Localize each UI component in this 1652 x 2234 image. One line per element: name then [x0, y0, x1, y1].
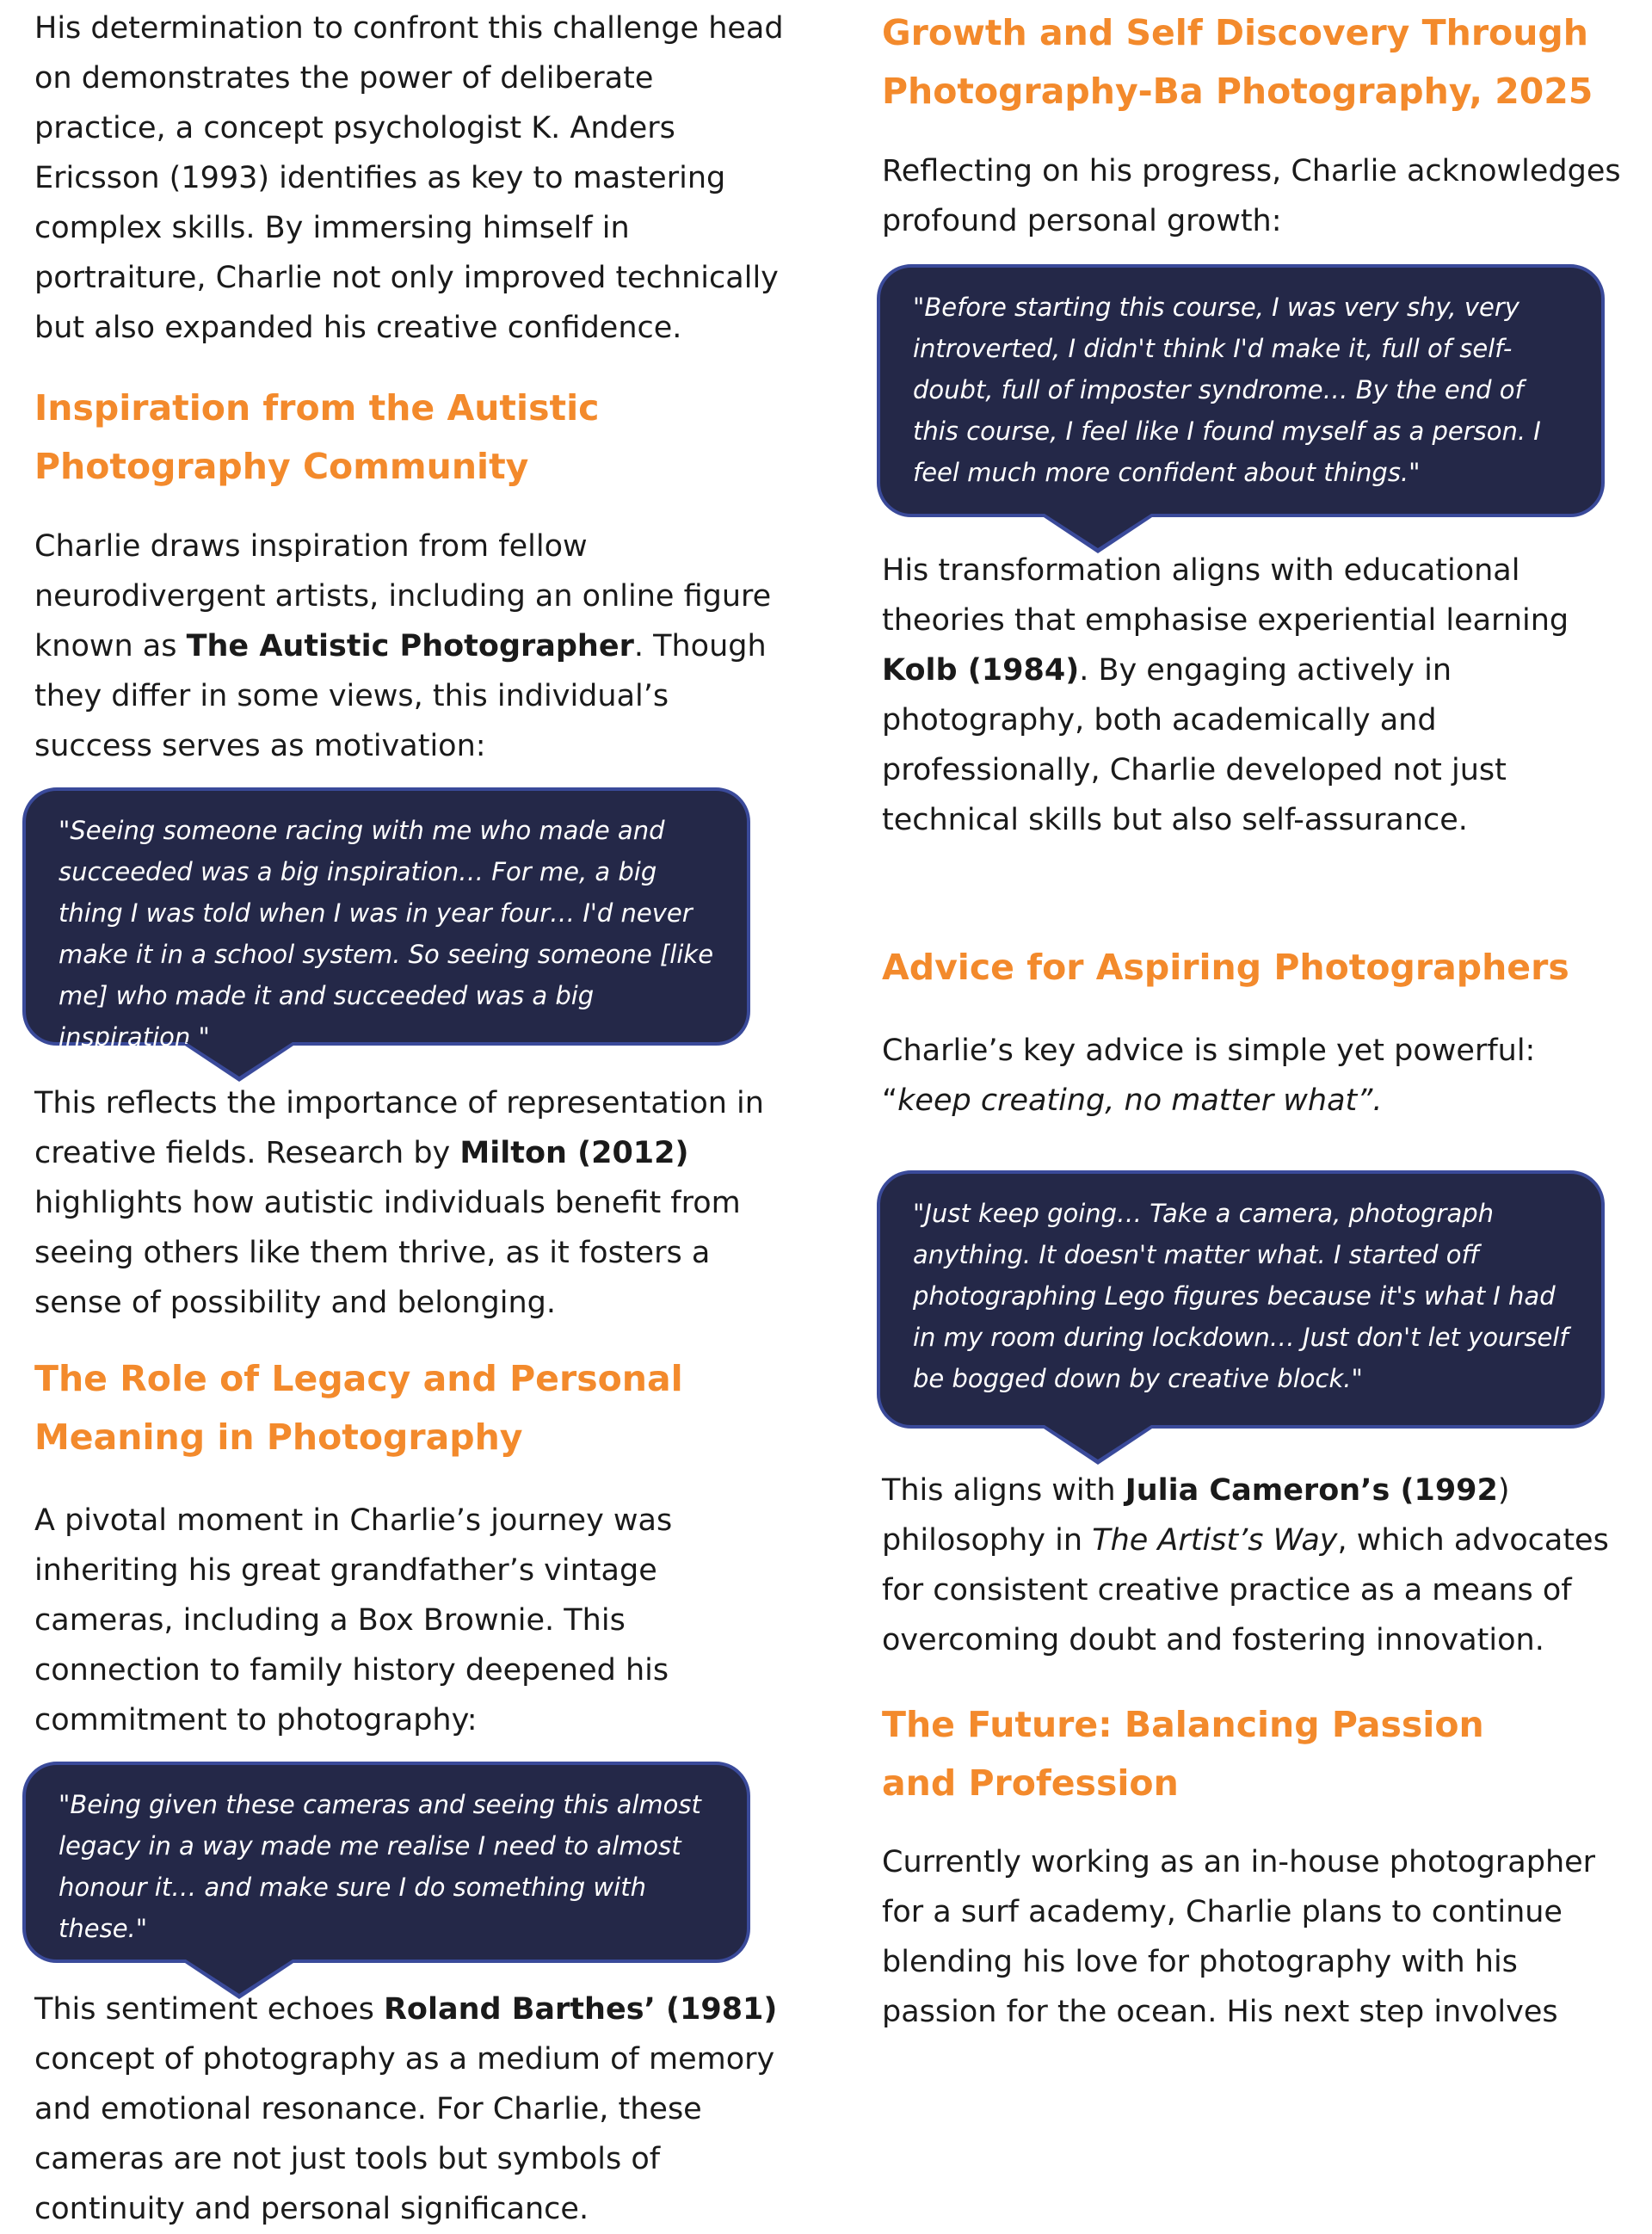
future-paragraph: Currently working as an in-house photographer for a surf academy, Charlie plans to continue blending his love for photography with his passion for the ocean. His next step involves — [882, 1845, 1596, 2029]
quote-tail-fill — [186, 1042, 293, 1077]
milton-citation: Milton (2012) — [459, 1136, 689, 1170]
section-heading-inspiration: Inspiration from the Autistic Photography Community — [34, 387, 600, 487]
growth-paragraph: Reflecting on his progress, Charlie acknowledges profound personal growth: — [882, 154, 1621, 238]
intro-paragraph: His determination to confront this challenge head on demonstrates the power of deliberate practice, a concept psychologist K. Anders Ericsson (1993) identifies as key to mastering complex skills. By immersing himself in portraiture, Charlie not only improved technically but also expanded his creative confidence. — [34, 11, 784, 345]
cameron-paragraph: This aligns with Julia Cameron’s (1992) philosophy in The Artist’s Way, which advocates for consistent creative practice as a means of overcoming doubt and fostering innovation. — [882, 1473, 1609, 1657]
barthes-citation: Roland Barthes’ (1981) — [383, 1992, 778, 2027]
legacy-paragraph: A pivotal moment in Charlie’s journey was inheriting his great grandfather’s vintage cameras, including a Box Brownie. This connection to family history deepened his commitment to photography: — [34, 1503, 673, 1737]
advice-paragraph: Charlie’s key advice is simple yet powerful: “keep creating, no matter what”. — [882, 1034, 1536, 1118]
representation-paragraph: This reflects the importance of representation in creative fields. Research by Milton (2012) highlights how autistic individuals benefit from seeing others like them thrive, as it fosters a sense of possibility and belonging. — [34, 1086, 764, 1320]
quote-tail-fill — [1045, 514, 1151, 548]
section-heading-legacy: The Role of Legacy and Personal Meaning in Photography — [34, 1358, 683, 1458]
section-heading-growth: Growth and Self Discovery Through Photography-Ba Photography, 2025 — [882, 12, 1593, 112]
quote-text: "Being given these cameras and seeing this almost legacy in a way made me realise I need to almost honour it… and make sure I do something with these." — [59, 1790, 701, 1943]
section-heading-advice: Advice for Aspiring Photographers — [882, 947, 1569, 988]
quote-bubble-legacy — [22, 1762, 750, 1963]
quote-tail-fill — [1045, 1425, 1151, 1460]
quote-bubble-growth — [877, 264, 1605, 517]
inspiration-paragraph: Charlie draws inspiration from fellow neurodivergent artists, including an online figure known as The Autistic Photographer. Though they differ in some views, this individual’s success serves as motivation: — [34, 529, 772, 763]
artists-way-title: The Artist’s Way — [1092, 1523, 1338, 1558]
quote-bubble-advice — [877, 1170, 1605, 1429]
kolb-paragraph: His transformation aligns with educational theories that emphasise experiential learning Kolb (1984). By engaging actively in photography, both academically and professionally, Charlie developed not just technical skills but also self-assurance. — [882, 553, 1569, 837]
quote-text: "Seeing someone racing with me who made and succeeded was a big inspiration… For me, a big thing I was told when I was in year four… I'd never make it in a school system. So seeing someone [like me] who made it and succeeded was a big inspiration." — [59, 816, 714, 1052]
quote-text: "Just keep going… Take a camera, photograph anything. It doesn't matter what. I started off photographing Lego figures because it's what I had in my room during lockdown… Just don't let yourself be bogged down by creative block." — [913, 1199, 1569, 1393]
advice-quote-inline: keep creating, no matter what”. — [897, 1083, 1383, 1118]
kolb-citation: Kolb (1984) — [882, 653, 1080, 688]
quote-bubble-inspiration — [22, 787, 750, 1052]
autistic-photographer-name: The Autistic Photographer — [186, 629, 634, 663]
barthes-paragraph: This sentiment echoes Roland Barthes’ (1981) concept of photography as a medium of memory and emotional resonance. For Charlie, these cameras are not just tools but symbols of continuity and personal significance. — [34, 1992, 778, 2226]
cameron-citation: Julia Cameron’s (1992 — [1125, 1473, 1498, 1508]
section-heading-future: The Future: Balancing Passion and Profession — [882, 1704, 1484, 1804]
quote-text: "Before starting this course, I was very shy, very introverted, I didn't think I'd make it, full of self-doubt, full of imposter syndrome… By the end of this course, I feel like I found myself as a person. I feel much more confident about things." — [913, 293, 1541, 487]
